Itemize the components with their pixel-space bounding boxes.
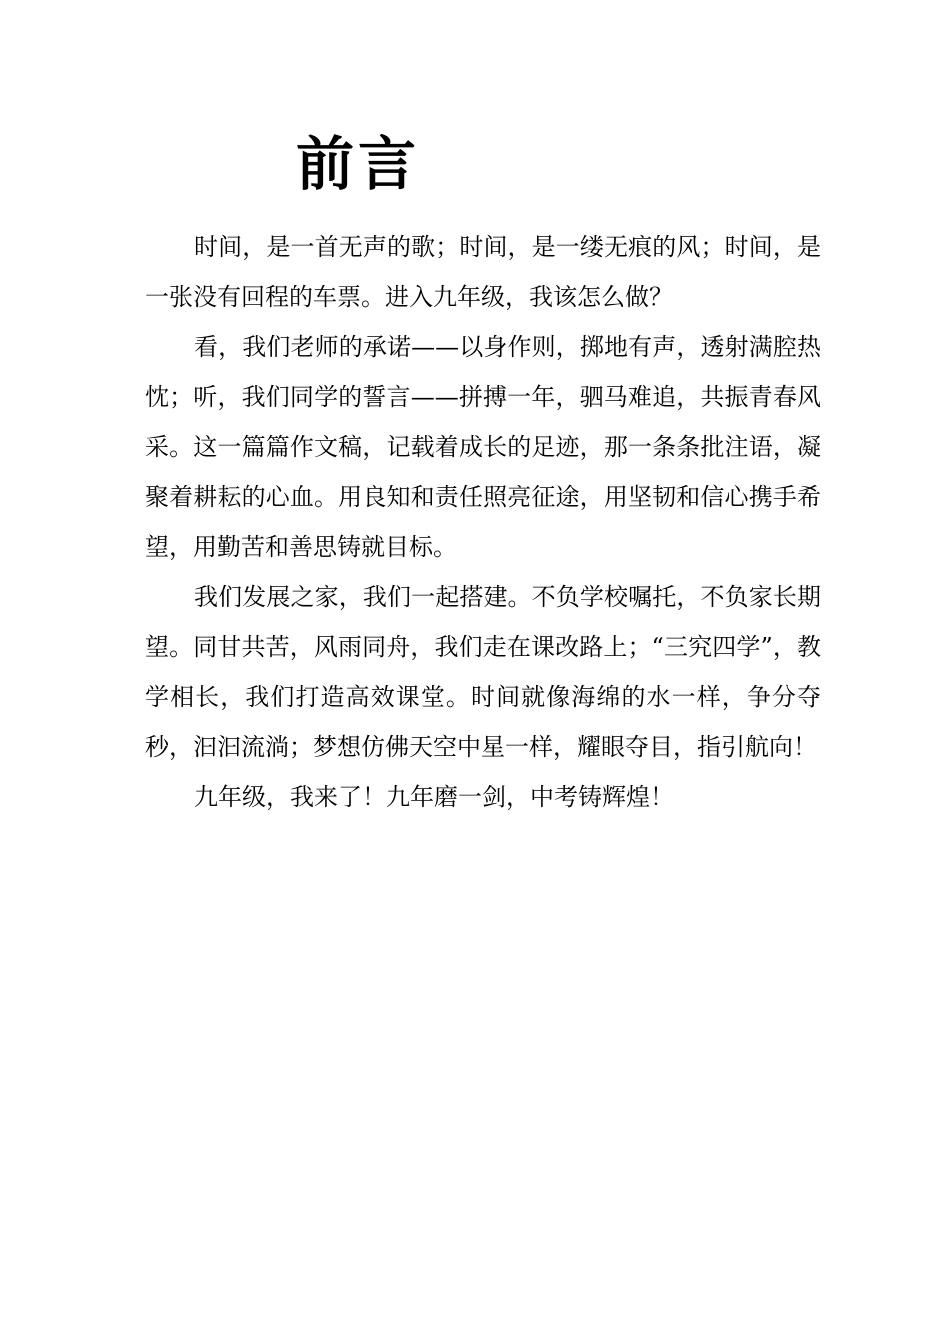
paragraph-2: 看，我们老师的承诺——以身作则，掷地有声，透射满腔热忱；听，我们同学的誓言——拼搏一年，驷马难追，共振青春风采。这一篇篇作文稿，记载着成长的足迹，那一条条批注语，凝聚着耕耘的心血。用良知和责任照亮征途，用坚韧和信心携手希望，用勤苦和善思铸就目标。 — [145, 333, 821, 561]
paragraph-1: 时间，是一首无声的歌；时间，是一缕无痕的风；时间，是一张没有回程的车票。进入九年级，我该怎么做？ — [145, 233, 821, 311]
paragraph-3: 我们发展之家，我们一起搭建。不负学校嘱托，不负家长期望。同甘共苦，风雨同舟，我们走在课改路上；“三究四学”，教学相长，我们打造高效课堂。时间就像海绵的水一样，争分夺秒，汩汩流淌；梦想仿佛天空中星一样，耀眼夺目，指引航向！ — [145, 583, 821, 761]
page-title: 前言 — [296, 130, 421, 198]
preface-body — [145, 222, 821, 822]
paragraph-4: 九年级，我来了！九年磨一剑，中考铸辉煌！ — [194, 783, 674, 811]
